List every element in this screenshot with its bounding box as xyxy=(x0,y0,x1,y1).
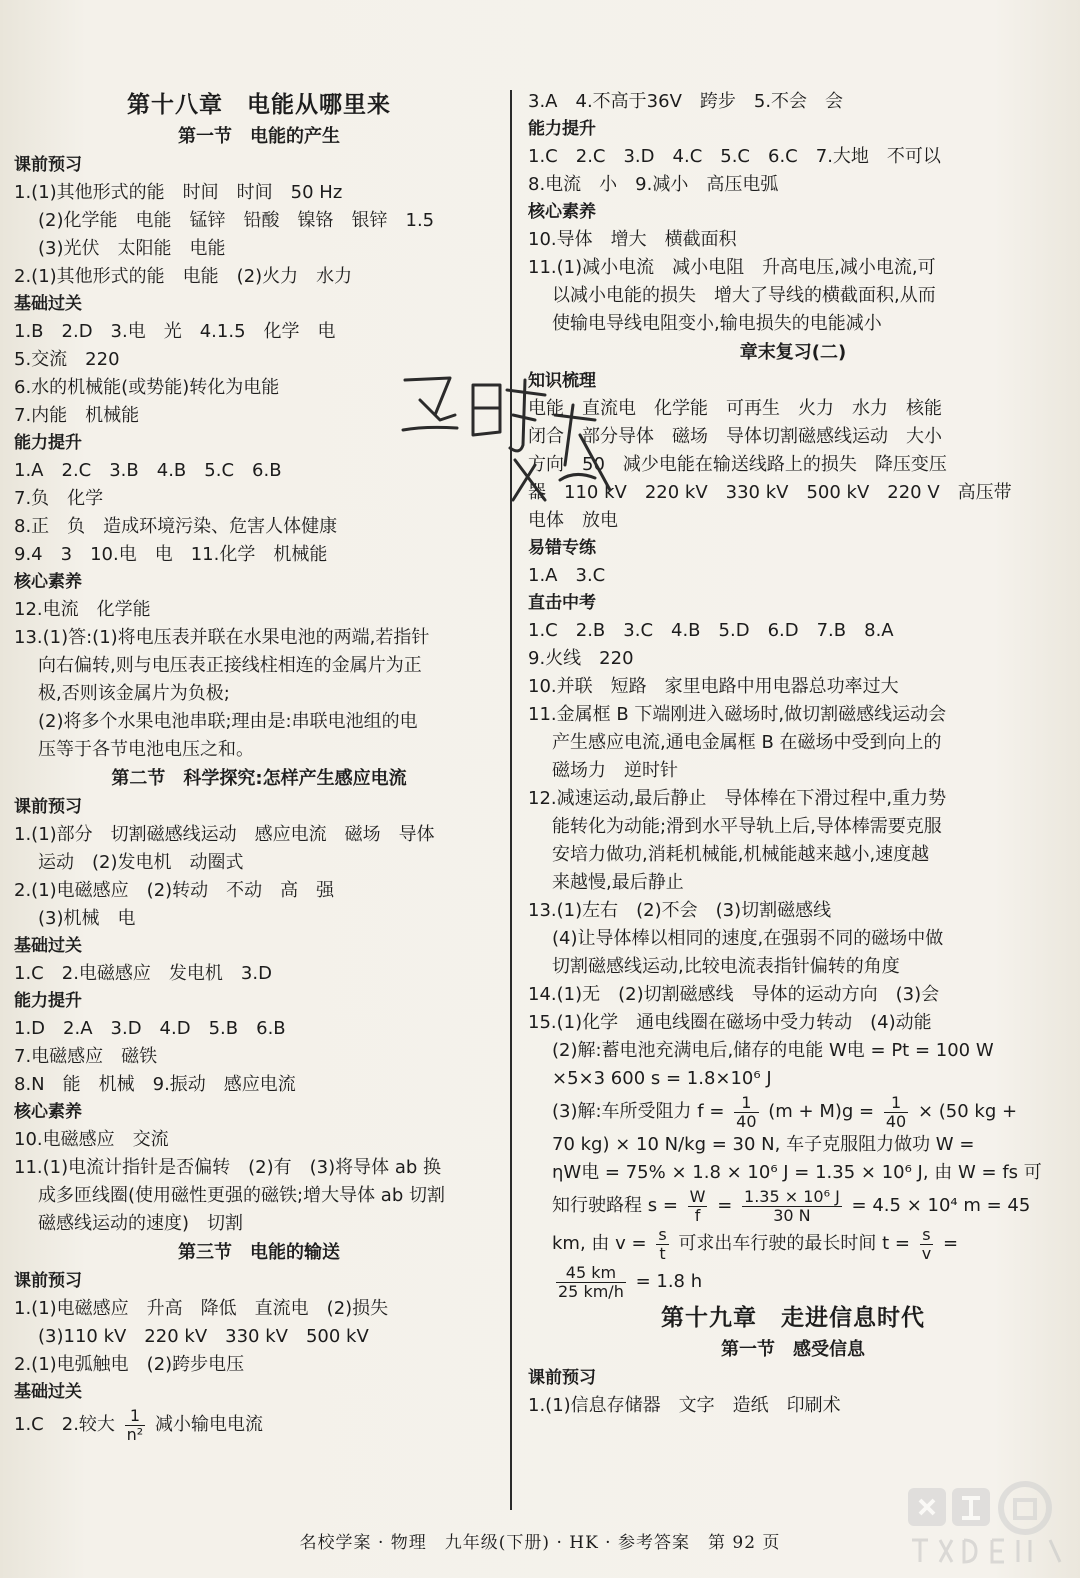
answer-line: 成多匝线圈(使用磁性更强的磁铁;增大导体 ab 切割 xyxy=(38,1185,445,1206)
answer-line: 电体 放电 xyxy=(528,510,618,531)
answer-line: 电能 直流电 化学能 可再生 火力 水力 核能 xyxy=(528,398,942,419)
fraction xyxy=(688,1188,708,1225)
fraction-numerator: 1 xyxy=(125,1407,146,1426)
answer-line: 15.(1)化学 通电线圈在磁场中受力转动 (4)动能 xyxy=(528,1012,932,1033)
answer-line: 12.电流 化学能 xyxy=(14,599,151,620)
answer-line: (3)光伏 太阳能 电能 xyxy=(38,238,226,259)
subheading: 课前预习 xyxy=(14,1271,82,1291)
fraction-numerator: 1 xyxy=(734,1094,758,1113)
fraction xyxy=(125,1407,146,1444)
answer-line: 70 kg) × 10 N/kg = 30 N, 车子克服阻力做功 W = xyxy=(552,1134,975,1155)
fraction-numerator: W xyxy=(689,1186,706,1206)
answer-line: 12.减速运动,最后静止 导体棒在下滑过程中,重力势 xyxy=(528,788,947,809)
answer-text: 减小输电电流 xyxy=(154,1414,263,1435)
chapter-review-title: 章末复习(二) xyxy=(739,342,847,363)
answer-line: 8.电流 小 9.减小 高压电弧 xyxy=(528,174,779,195)
answer-text: = xyxy=(942,1233,959,1254)
answer-line: (2)化学能 电能 锰锌 铅酸 镍铬 银锌 1.5 xyxy=(38,210,435,231)
answer-line: 8.N 能 机械 9.振动 感应电流 xyxy=(14,1074,296,1095)
subheading: 课前预习 xyxy=(528,1368,596,1388)
subheading: 能力提升 xyxy=(14,433,82,453)
answer-line: 1.D 2.A 3.D 4.D 5.B 6.B xyxy=(14,1018,286,1039)
answer-line: 以减小电能的损失 增大了导线的横截面积,从而 xyxy=(552,285,936,306)
subheading: 基础过关 xyxy=(14,936,82,956)
answer-line: 1.(1)部分 切割磁感线运动 感应电流 磁场 导体 xyxy=(14,824,435,845)
page-footer: 名校学案 · 物理 九年级(下册) · HK · 参考答案 第 92 页 xyxy=(299,1533,781,1553)
answer-line: 2.(1)其他形式的能 电能 (2)火力 水力 xyxy=(14,266,353,287)
fraction-numerator: s xyxy=(920,1226,933,1245)
subheading: 核心素养 xyxy=(14,572,82,592)
answer-text: = xyxy=(717,1195,733,1216)
answer-line: 2.(1)电弧触电 (2)跨步电压 xyxy=(14,1354,245,1375)
fraction xyxy=(742,1188,842,1225)
answer-line-with-fraction xyxy=(528,1187,1058,1225)
answer-line: 10.导体 增大 横截面积 xyxy=(528,229,737,250)
subheading: 课前预习 xyxy=(14,797,82,817)
answer-line: 向右偏转,则与电压表正接线柱相连的金属片为正 xyxy=(38,655,422,676)
answer-line: (2)将多个水果电池串联;理由是:串联电池组的电 xyxy=(38,711,418,732)
fraction-denominator: 25 km/h xyxy=(558,1281,624,1301)
section-title-1: 第一节 电能的产生 xyxy=(178,126,340,147)
fraction xyxy=(920,1226,933,1263)
section-title-3: 第三节 电能的输送 xyxy=(178,1242,340,1263)
answer-text: = 4.5 × 10⁴ m = 45 xyxy=(851,1195,1031,1216)
fraction xyxy=(734,1094,758,1131)
answer-line: 8.正 负 造成环境污染、危害人体健康 xyxy=(14,516,338,537)
answer-text: × (50 kg + xyxy=(917,1101,1018,1122)
answer-line: 运动 (2)发电机 动圈式 xyxy=(38,852,244,873)
answer-text: 1.C 2.较大 xyxy=(14,1414,115,1435)
answer-line: 11.(1)电流计指针是否偏转 (2)有 (3)将导体 ab 换 xyxy=(14,1157,442,1178)
answer-line: 7.负 化学 xyxy=(14,488,104,509)
fraction xyxy=(556,1264,626,1301)
answer-line: 闭合 部分导体 磁场 导体切割磁感线运动 大小 xyxy=(528,426,942,447)
answer-line-with-fraction xyxy=(14,1406,504,1444)
answer-line: 1.B 2.D 3.电 光 4.1.5 化学 电 xyxy=(14,321,336,342)
fraction xyxy=(884,1094,908,1131)
answer-line: 11.金属框 B 下端刚进入磁场时,做切割磁感线运动会 xyxy=(528,704,947,725)
fraction-numerator: 1 xyxy=(884,1094,908,1113)
answer-line: 7.电磁感应 磁铁 xyxy=(14,1046,158,1067)
answer-line: 极,否则该金属片为负极; xyxy=(38,683,230,704)
answer-text: = 1.8 h xyxy=(635,1271,703,1292)
subheading: 基础过关 xyxy=(14,1382,82,1402)
answer-line: 3.A 4.不高于36V 跨步 5.不会 会 xyxy=(528,91,844,112)
fraction-numerator: 45 km xyxy=(556,1264,626,1283)
answer-line: 1.C 2.电磁感应 发电机 3.D xyxy=(14,963,272,984)
answer-line: 6.水的机械能(或势能)转化为电能 xyxy=(14,377,280,398)
answer-line: 2.(1)电磁感应 (2)转动 不动 高 强 xyxy=(14,880,335,901)
answer-line: 压等于各节电池电压之和。 xyxy=(38,739,254,760)
answer-line: 安培力做功,消耗机械能,机械能越来越小,速度越 xyxy=(552,844,930,865)
answer-text: 知行驶路程 s = xyxy=(552,1195,678,1216)
left-column xyxy=(14,88,504,1444)
answer-line: 9.4 3 10.电 电 11.化学 机械能 xyxy=(14,544,328,565)
column-divider xyxy=(510,90,512,1510)
answer-line: ηW电 = 75% × 1.8 × 10⁶ J = 1.35 × 10⁶ J, 由 W = fs 可 xyxy=(552,1162,1042,1183)
watermark-logo xyxy=(900,1478,1070,1573)
answer-line: 磁场力 逆时针 xyxy=(552,760,678,781)
section-title-19-1: 第一节 感受信息 xyxy=(721,1339,865,1360)
subheading: 核心素养 xyxy=(528,202,596,222)
subheading: 知识梳理 xyxy=(528,371,596,391)
fraction-denominator: 40 xyxy=(736,1111,757,1131)
chapter-title-18: 第十八章 电能从哪里来 xyxy=(127,91,391,118)
subheading: 能力提升 xyxy=(14,991,82,1011)
answer-line: 1.(1)电磁感应 升高 降低 直流电 (2)损失 xyxy=(14,1298,389,1319)
handwritten-scribble xyxy=(395,360,625,510)
answer-line: 11.(1)减小电流 减小电阻 升高电压,减小电流,可 xyxy=(528,257,936,278)
answer-line: 10.电磁感应 交流 xyxy=(14,1129,169,1150)
right-column xyxy=(528,88,1058,1420)
fraction-denominator: 40 xyxy=(885,1111,907,1131)
answer-line: 13.(1)答:(1)将电压表并联在水果电池的两端,若指针 xyxy=(14,627,430,648)
answer-line: ×5×3 600 s = 1.8×10⁶ J xyxy=(552,1068,772,1089)
fraction-denominator: n² xyxy=(126,1424,144,1444)
answer-line: 1.A 3.C xyxy=(528,565,606,586)
answer-line: 方向 50 减少电能在输送线路上的损失 降压变压 xyxy=(528,454,947,475)
fraction-denominator: 30 N xyxy=(773,1205,811,1225)
subheading: 能力提升 xyxy=(528,119,596,139)
answer-line: (3)110 kV 220 kV 330 kV 500 kV xyxy=(38,1326,369,1347)
fraction xyxy=(656,1226,668,1263)
answer-line: 13.(1)左右 (2)不会 (3)切割磁感线 xyxy=(528,900,832,921)
answer-line: 7.内能 机械能 xyxy=(14,405,140,426)
answer-line: 1.A 2.C 3.B 4.B 5.C 6.B xyxy=(14,460,282,481)
answer-text: 可求出车行驶的最长时间 t = xyxy=(678,1233,910,1254)
answer-line: (2)解:蓄电池充满电后,储存的电能 W电 = Pt = 100 W xyxy=(552,1040,994,1061)
answer-line: (3)机械 电 xyxy=(38,908,136,929)
answer-line: (4)让导体棒以相同的速度,在强弱不同的磁场中做 xyxy=(552,928,944,949)
answer-line: 切割磁感线运动,比较电流表指针偏转的角度 xyxy=(552,956,900,977)
answer-line: 10.并联 短路 家里电路中用电器总功率过大 xyxy=(528,676,899,697)
answer-line: 5.交流 220 xyxy=(14,349,120,370)
answer-line: 磁感线运动的速度) 切割 xyxy=(38,1213,244,1234)
fraction-denominator: v xyxy=(921,1243,932,1263)
answer-line-with-fraction xyxy=(528,1225,1058,1263)
fraction-denominator: f xyxy=(694,1205,701,1225)
subheading: 直击中考 xyxy=(528,593,596,613)
answer-line: 1.C 2.C 3.D 4.C 5.C 6.C 7.大地 不可以 xyxy=(528,146,941,167)
answer-line: 产生感应电流,通电金属框 B 在磁场中受到向上的 xyxy=(552,732,942,753)
subheading: 基础过关 xyxy=(14,294,82,314)
answer-line: 1.(1)其他形式的能 时间 时间 50 Hz xyxy=(14,182,343,203)
subheading: 核心素养 xyxy=(14,1102,82,1122)
answer-line: 14.(1)无 (2)切割磁感线 导体的运动方向 (3)会 xyxy=(528,984,940,1005)
answer-line: 1.(1)信息存储器 文字 造纸 印刷术 xyxy=(528,1395,841,1416)
answer-text: km, 由 v = xyxy=(552,1233,647,1254)
fraction-numerator: 1.35 × 10⁶ J xyxy=(744,1186,840,1206)
answer-line: 1.C 2.B 3.C 4.B 5.D 6.D 7.B 8.A xyxy=(528,620,894,641)
answer-line: 能转化为动能;滑到水平导轨上后,导体棒需要克服 xyxy=(552,816,942,837)
answer-line: 9.火线 220 xyxy=(528,648,634,669)
answer-line: 使输电导线电阻变小,输电损失的电能减小 xyxy=(552,313,882,334)
subheading: 课前预习 xyxy=(14,155,82,175)
answer-text: (m + M)g = xyxy=(768,1101,875,1122)
answer-line-with-fraction xyxy=(528,1263,1058,1301)
answer-line-with-fraction xyxy=(528,1093,1058,1131)
answer-line: 来越慢,最后静止 xyxy=(552,872,684,893)
answer-text: (3)解:车所受阻力 f = xyxy=(552,1101,725,1122)
section-title-2: 第二节 科学探究:怎样产生感应电流 xyxy=(111,768,407,789)
subheading: 易错专练 xyxy=(528,538,596,558)
answer-line: 器 110 kV 220 kV 330 kV 500 kV 220 V 高压带 xyxy=(528,482,1012,503)
fraction-denominator: t xyxy=(659,1243,666,1263)
fraction-numerator: s xyxy=(658,1224,667,1244)
chapter-title-19: 第十九章 走进信息时代 xyxy=(661,1304,925,1331)
